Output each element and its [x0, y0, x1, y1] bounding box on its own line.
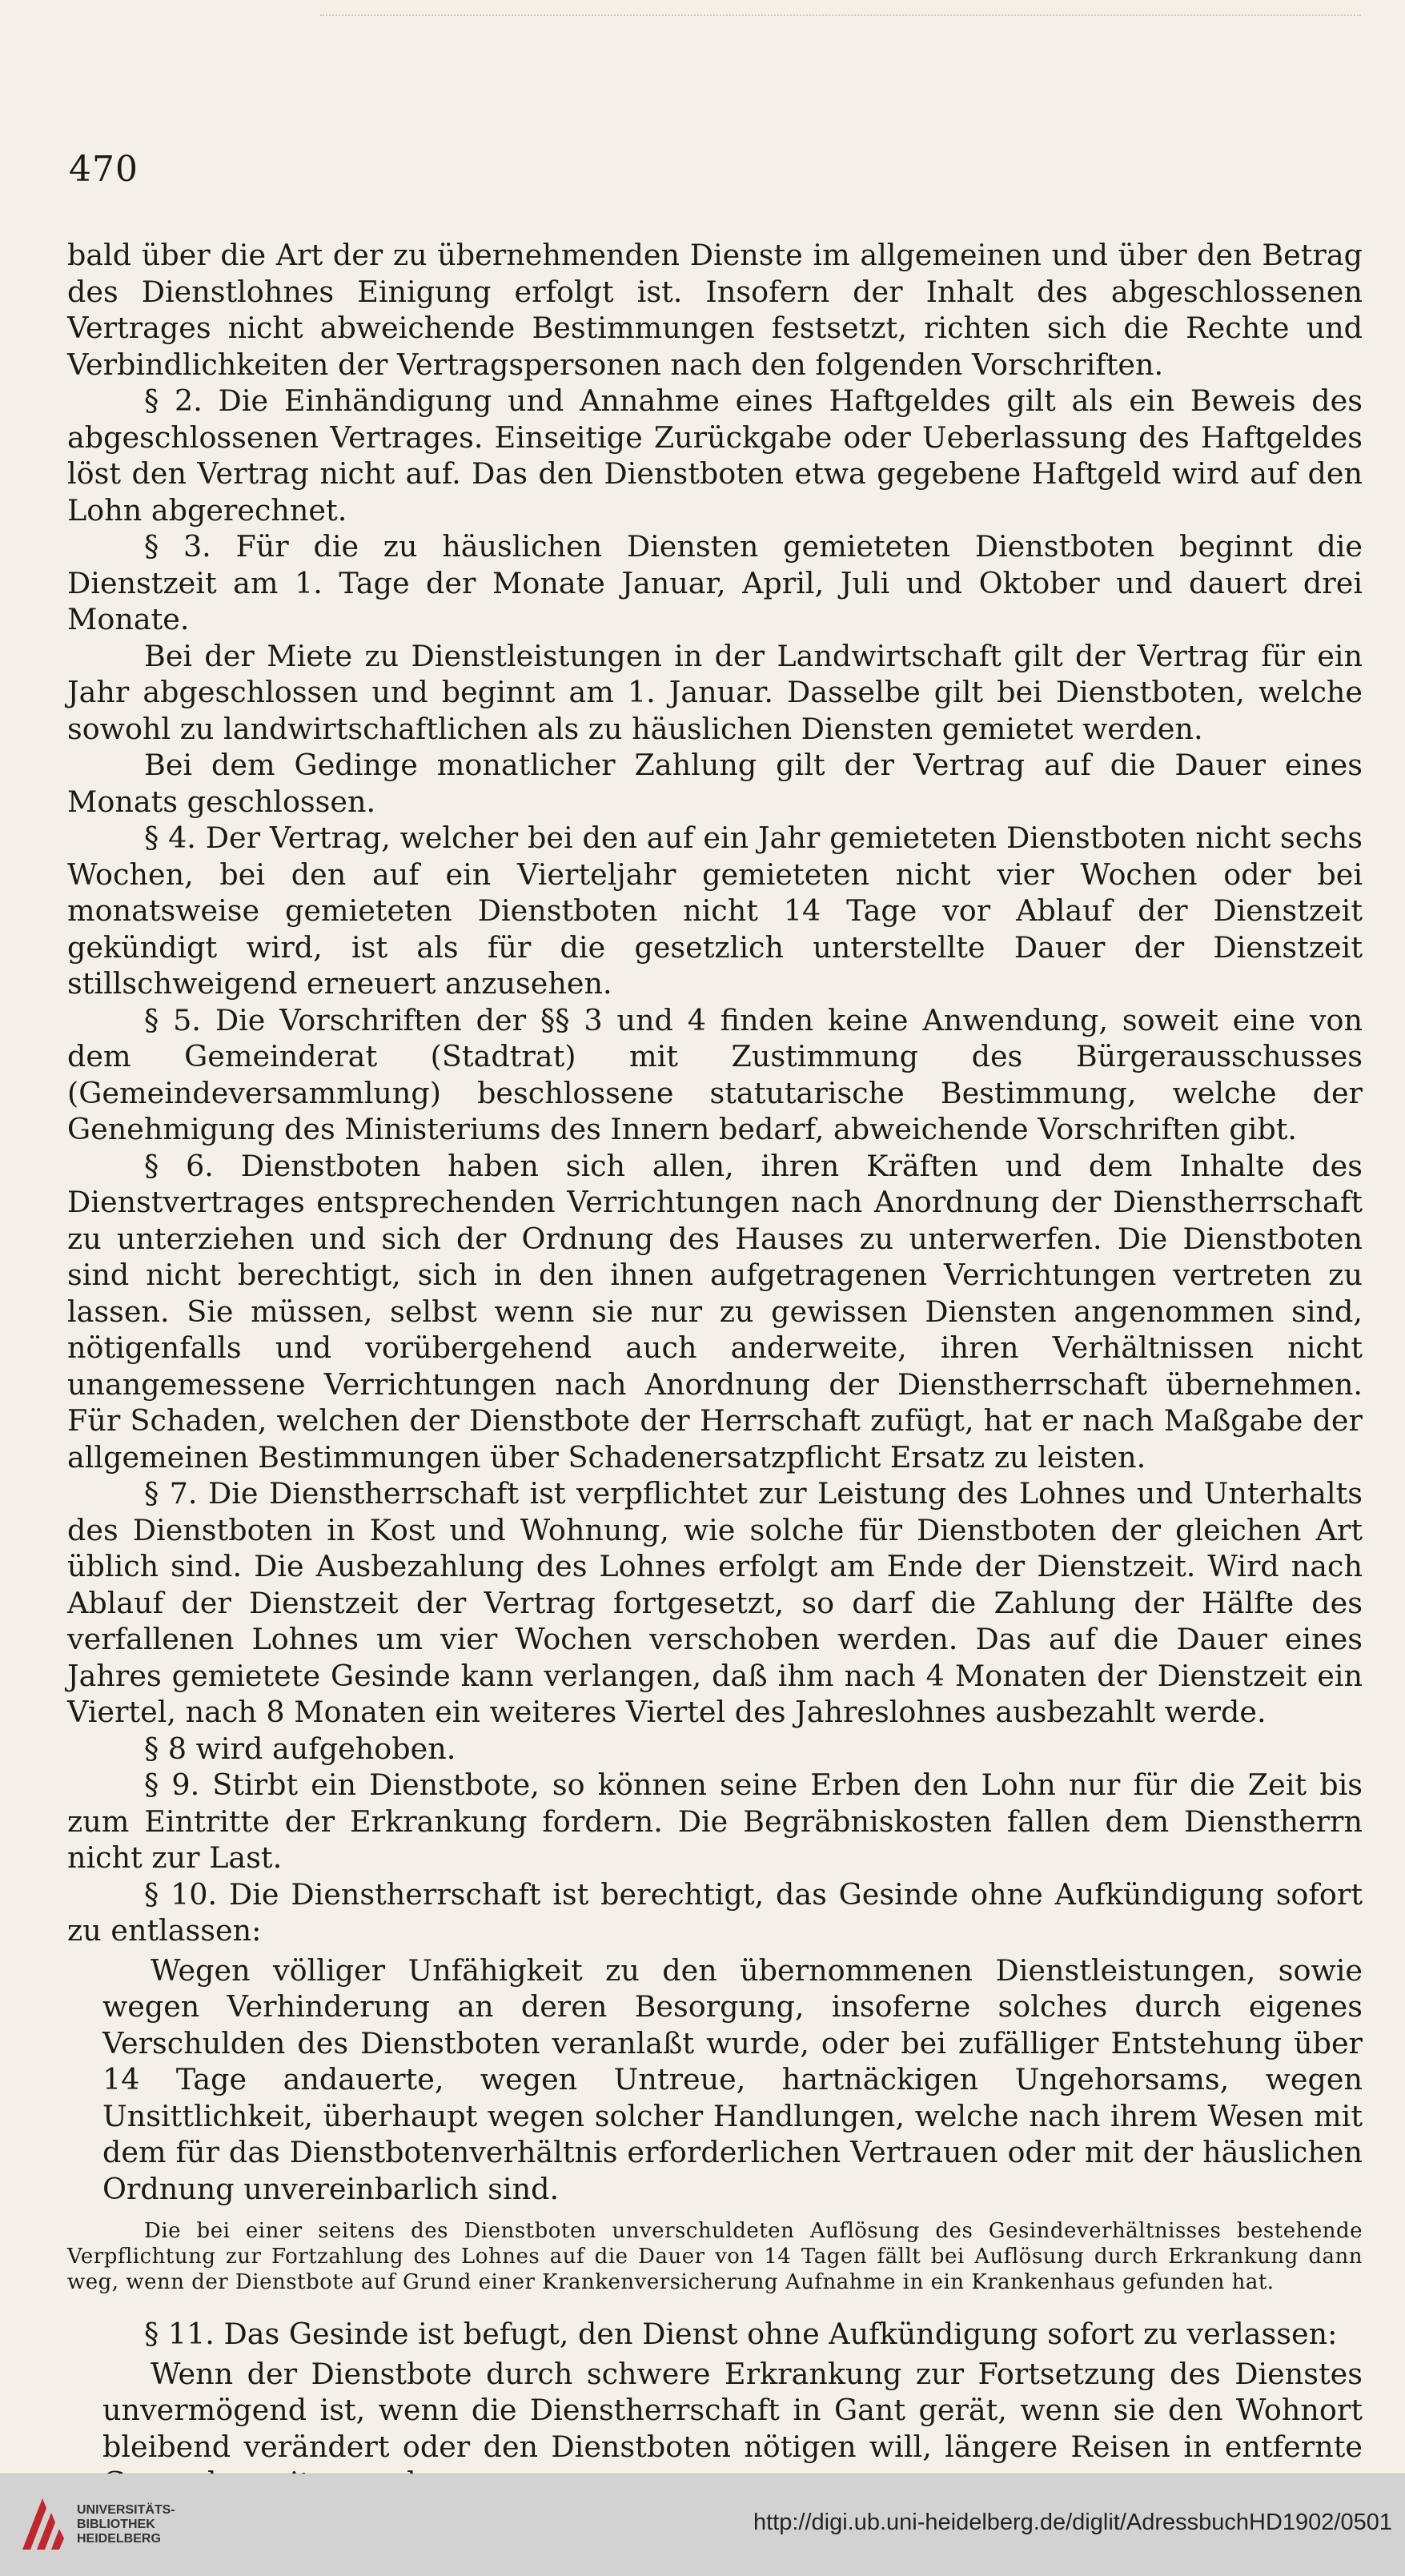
quote-text: Wenn der Dienstbote durch schwere Erkrankung zur Fortsetzung des Dienstes unvermögend ist, wenn die Dienstherrschaft in Gant gerät, wenn sie den Wohnort bleibend verändert oder den Dienstboten nötigen will, längere Reisen in entfernte [102, 2356, 1363, 2464]
paragraph-section-8: § 8 wird aufgehoben. [144, 1731, 456, 1766]
paragraph-section-9: § 9. Stirbt ein Dienstbote, so können seine Erben den Lohn nur für die Zeit bis zum Eintritte der Erkrankung fordern. Die Begräbniskosten fallen dem Dienstherrn nicht zur Last. [67, 1767, 1363, 1875]
paragraph-section-3-farm: Bei der Miete zu Dienstleistungen in der Landwirtschaft gilt der Vertrag für ein Jahr abgeschlossen und beginnt am 1. Januar. Dasselbe gilt bei Dienstboten, welche sowohl zu landwirtschaftlichen als zu häuslichen Diensten gemietet werden. [67, 638, 1363, 746]
note-text: Die bei einer seitens des Dienstboten unverschuldeten Auflösung des Gesindeverhältnisses bestehende Verpflichtung zur Fortzahlung des Lohnes auf die Dauer von 14 Tagen fällt bei Auflösung durch Erkrankung dann weg, wenn der Dienstbote auf Grund einer Krankenversicherung Aufnahme in ein Krankenhaus gefunden hat. [67, 2219, 1363, 2294]
footnote-small [67, 2218, 1363, 2295]
source-url[interactable]: http://digi.ub.uni-heidelberg.de/diglit/AdressbuchHD1902/0501 [753, 2510, 1392, 2535]
university-logo-icon [14, 2494, 70, 2556]
paragraph-section-3: § 3. Für die zu häuslichen Diensten gemieteten Dienstboten beginnt die Dienstzeit am 1. Tage der Monate Januar, April, Juli und Oktober und dauert drei Monate. [67, 529, 1363, 636]
paragraph-section-3-monthly: Bei dem Gedinge monatlicher Zahlung gilt der Vertrag auf die Dauer eines Monats geschlossen. [67, 748, 1363, 819]
body-text [67, 237, 1363, 2506]
paragraph-intro: bald über die Art der zu übernehmenden Dienste im allgemeinen und über den Betrag des Dienstlohnes Einigung erfolgt ist. Insofern der Inhalt des abgeschlossenen Vertrages nicht abweichende Bestimmungen festsetzt, richten sich die Rechte und Verbindlichkeiten der Vertragspersonen nach den folgenden Vorschriften. [67, 238, 1363, 382]
paragraph-section-11: § 11. Das Gesinde ist befugt, den Dienst ohne Aufkündigung sofort zu verlassen: [144, 2317, 1338, 2351]
paragraph-section-2: § 2. Die Einhändigung und Annahme eines Haftgeldes gilt als ein Beweis des abgeschlossenen Vertrages. Einseitige Zurückgabe oder Ueberlassung des Haftgeldes löst den Vertrag nicht auf. Das den Dienstboten etwa gegebene Haftgeld wird auf den Lohn abgerechnet. [67, 383, 1363, 528]
section-10-clause [102, 1952, 1363, 2208]
paragraph-section-5: § 5. Die Vorschriften der §§ 3 und 4 finden keine Anwendung, soweit eine von dem Gemeinderat (Stadtrat) mit Zustimmung des Bürgerausschusses (Gemeindeversammlung) beschlossene statutarische Bestimmung, welche der Genehmigung des Ministeriums des Innern bedarf, abweichende Vorschriften gibt. [67, 1002, 1363, 1146]
quote-text: Wegen völliger Unfähigkeit zu den übernommenen Dienstleistungen, sowie wegen Verhinderung an deren Besorgung, insoferne solches durch eigenes Verschulden des Dienstboten veranlaßt wurde, oder bei zufälliger Entstehung über 14 Tage andauerte, wegen Untreue, hartnäckigen Ungehorsams, wegen Unsittlichkeit, überhaupt wegen solcher Handlungen, welche nach ihrem Wesen mit dem für das Dienstbotenverhältnis erforderlichen Vertrauen oder mit der häuslichen Ordnung unvereinbarlich sind. [102, 1952, 1363, 2206]
institution-name: UNIVERSITÄTS- BIBLIOTHEK HEIDELBERG [77, 2503, 175, 2546]
page-number: 470 [69, 149, 138, 190]
paragraph-section-6: § 6. Dienstboten haben sich allen, ihren Kräften und dem Inhalte des Dienstvertrages entsprechenden Verrichtungen nach Anordnung der Dienstherrschaft zu unterziehen und sich der Ordnung des Hauses zu unterwerfen. Die Dienstboten sind nicht berechtigt, sich in den ihnen aufgetragenen Verrichtungen vertreten zu lassen. Sie müssen, selbst wenn sie nur zu gewissen Diensten angenommen sind, nötigenfalls und vorübergehend auch anderweite, ihren Verhältnissen nicht unangemessene Verrichtungen nach Anordnung der Dienstherrschaft übernehmen. Für Schaden, welchen der Dienstbote der Herrschaft zufügt, hat er nach Maßgabe der allgemeinen Bestimmungen über Schadenersatzpflicht Ersatz zu leisten. [67, 1148, 1363, 1475]
paragraph-section-4: § 4. Der Vertrag, welcher bei den auf ein Jahr gemieteten Dienstboten nicht sechs Wochen, bei den auf ein Vierteljahr gemieteten nicht vier Wochen oder bei monatsweise gemieteten Dienstboten nicht 14 Tage vor Ablauf der Dienstzeit gekündigt wird, ist als für die gesetzlich unterstellte Dauer der Dienstzeit stillschweigend erneuert anzusehen. [67, 821, 1363, 1001]
footer-bar [0, 2474, 1405, 2576]
scan-artifact [320, 14, 1361, 48]
paragraph-section-10: § 10. Die Dienstherrschaft ist berechtigt, das Gesinde ohne Aufkündigung sofort zu entlassen: [67, 1876, 1363, 1948]
paragraph-section-7: § 7. Die Dienstherrschaft ist verpflichtet zur Leistung des Lohnes und Unterhalts des Dienstboten in Kost und Wohnung, wie solche für Dienstboten der gleichen Art üblich sind. Die Ausbezahlung des Lohnes erfolgt am Ende der Dienstzeit. Wird nach Ablauf der Dienstzeit der Vertrag fortgesetzt, so darf die Zahlung der Hälfte des verfallenen Lohnes um vier Wochen verschoben werden. Das auf die Dauer eines Jahres gemietete Gesinde kann verlangen, daß ihm nach 4 Monaten der Dienstzeit ein Viertel, nach 8 Monaten ein weiteres Viertel des Jahreslohnes ausbezahlt werde. [67, 1476, 1363, 1729]
